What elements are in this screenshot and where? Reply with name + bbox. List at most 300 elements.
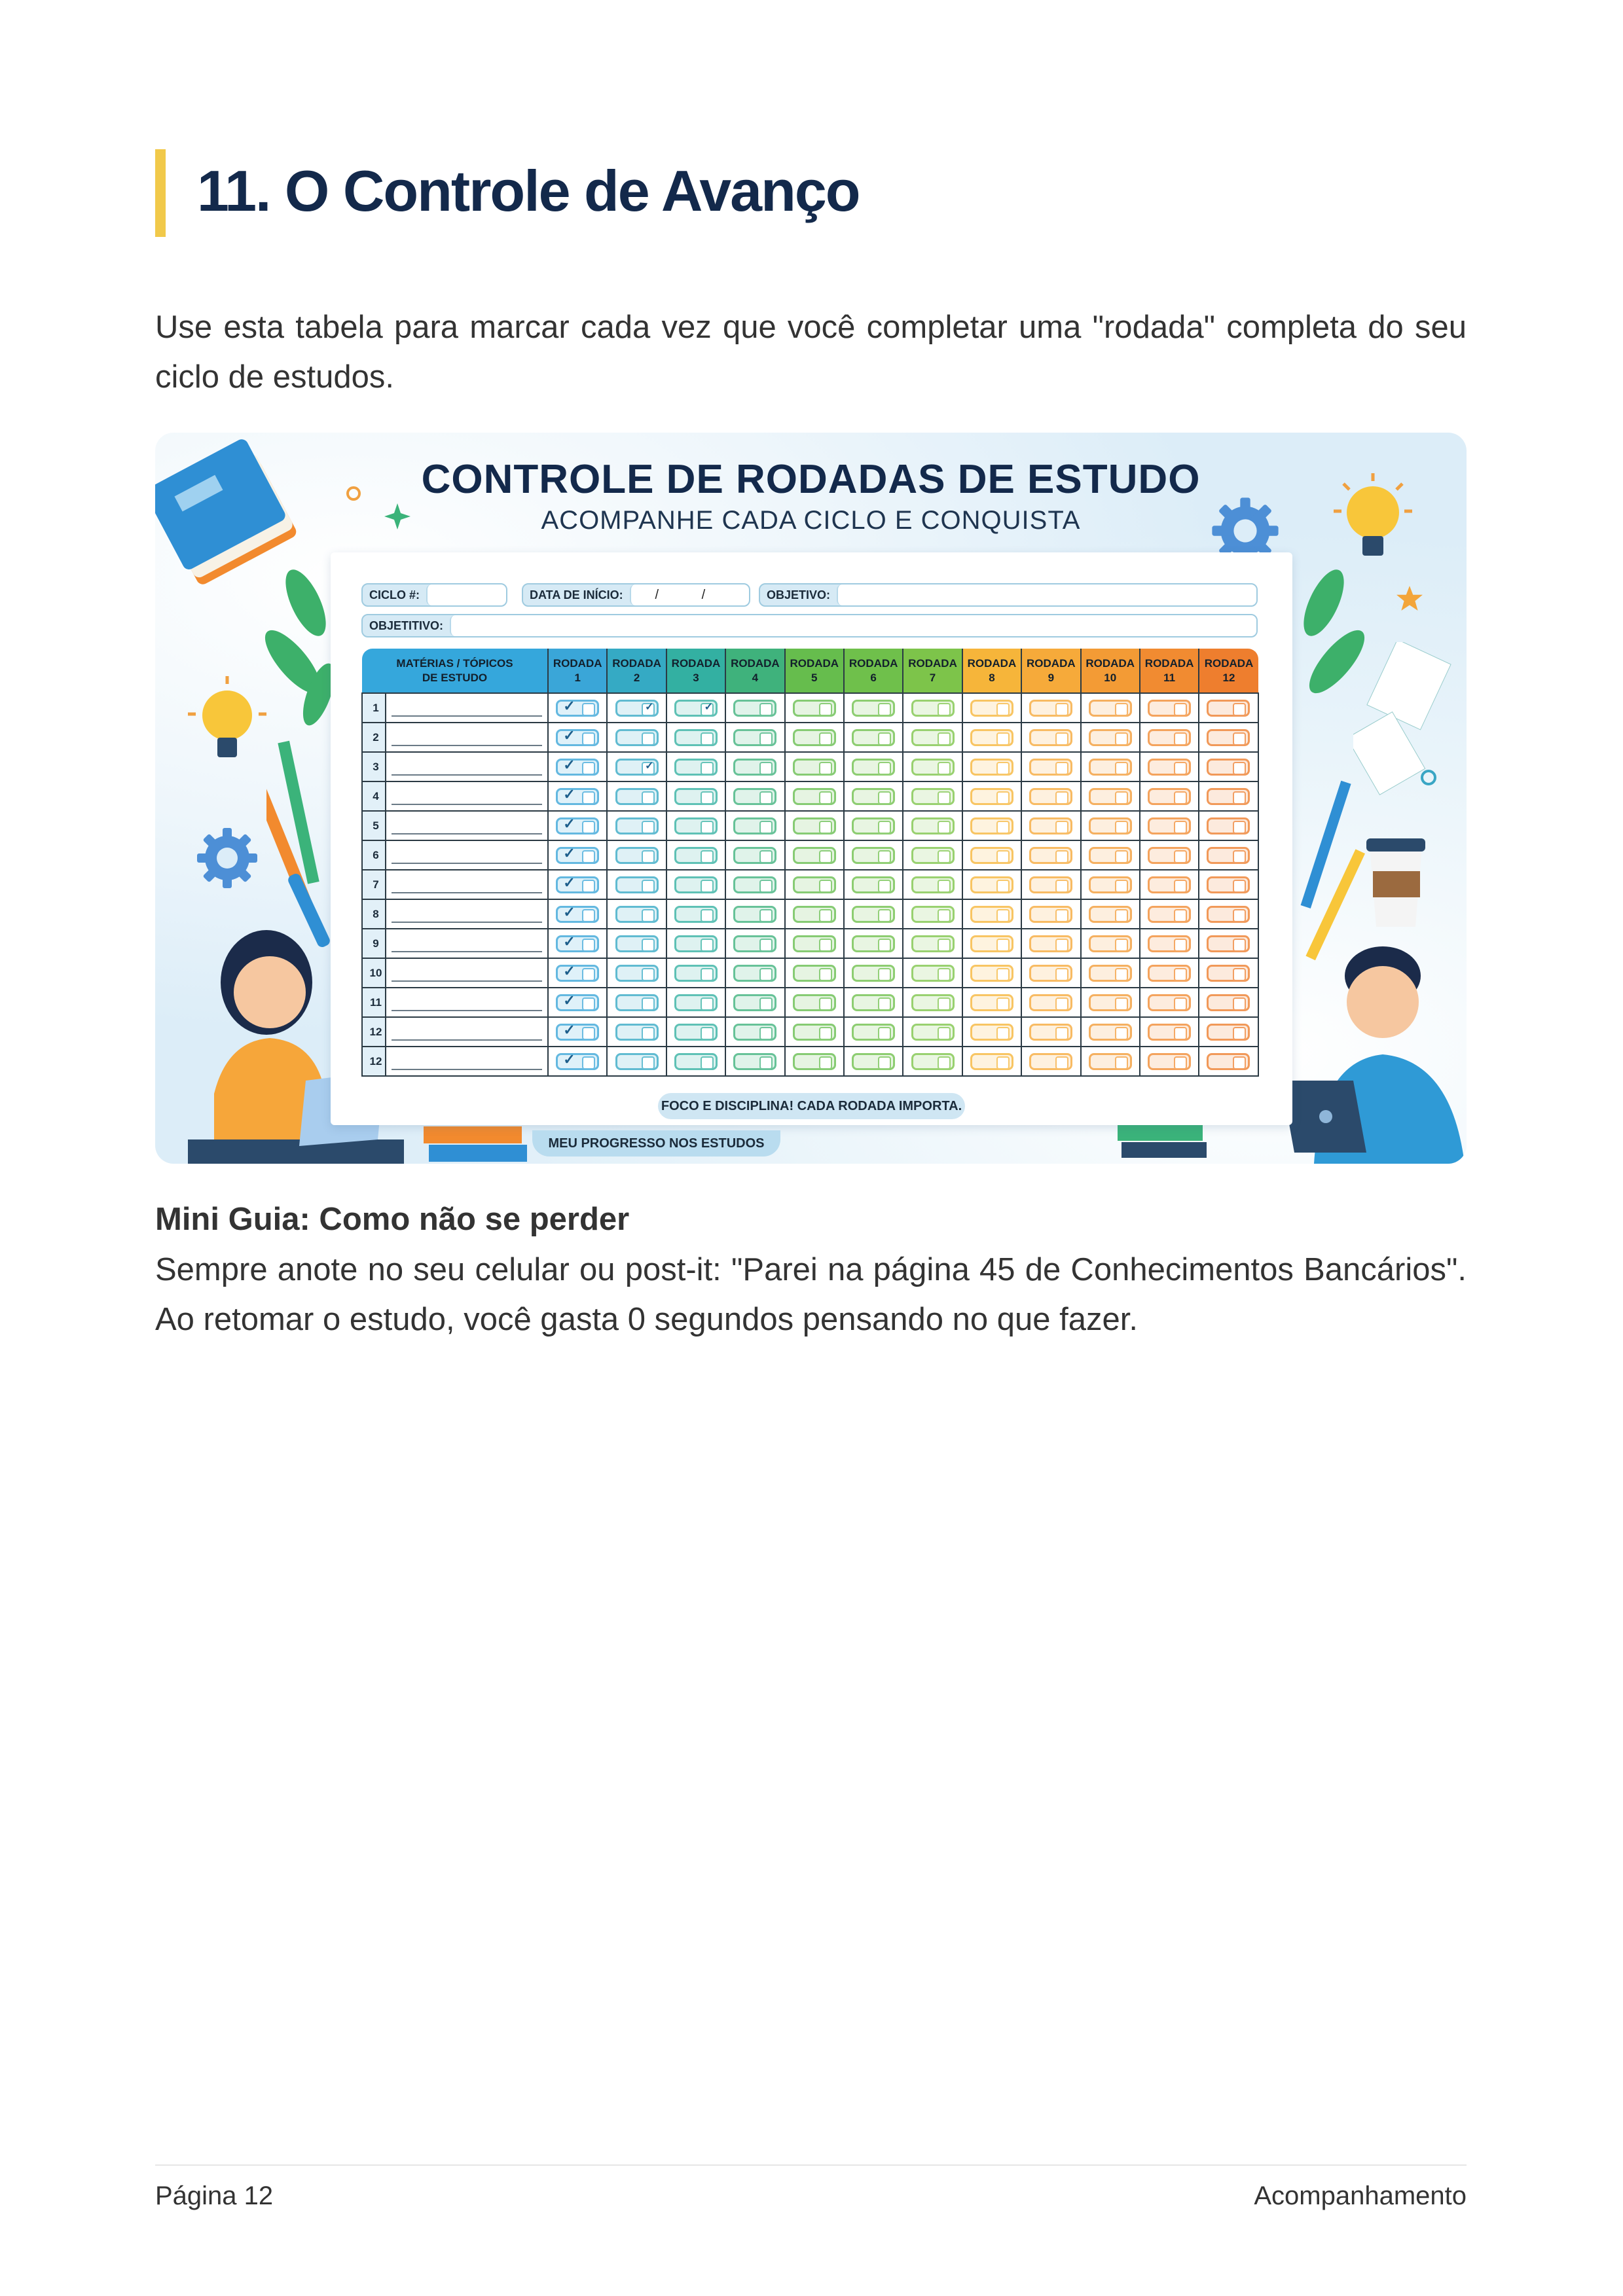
round-checkbox[interactable] <box>852 965 895 982</box>
subject-input[interactable] <box>386 811 548 840</box>
round-checkbox[interactable] <box>615 1053 659 1070</box>
round-cell <box>607 693 666 723</box>
round-cell <box>1199 723 1258 752</box>
round-checkbox[interactable] <box>1148 700 1191 717</box>
subject-input[interactable] <box>386 988 548 1017</box>
round-cell <box>844 899 903 929</box>
round-cell <box>1081 929 1140 958</box>
round-checkbox-checked[interactable] <box>674 700 718 717</box>
round-checkbox-checked[interactable] <box>556 697 599 717</box>
row-number: 12 <box>362 1047 386 1076</box>
subject-input[interactable] <box>386 958 548 988</box>
round-cell <box>1199 840 1258 870</box>
round-checkbox[interactable] <box>911 935 955 952</box>
round-checkbox[interactable] <box>674 759 718 776</box>
checkbox-square-icon <box>759 880 773 893</box>
subject-input[interactable] <box>386 1017 548 1047</box>
round-checkbox[interactable] <box>852 876 895 893</box>
round-cell <box>607 988 666 1017</box>
round-checkbox[interactable] <box>970 700 1013 717</box>
round-checkbox[interactable] <box>970 1024 1013 1041</box>
round-cell <box>1199 1047 1258 1076</box>
round-checkbox[interactable] <box>1207 1024 1250 1041</box>
subject-input[interactable] <box>386 1047 548 1076</box>
round-checkbox[interactable] <box>911 1024 955 1041</box>
rodada-label: RODADA <box>908 656 957 670</box>
round-checkbox[interactable] <box>615 788 659 805</box>
round-cell <box>844 870 903 899</box>
round-checkbox[interactable] <box>793 759 836 776</box>
round-checkbox[interactable] <box>1089 700 1132 717</box>
round-checkbox[interactable] <box>911 729 955 746</box>
round-cell <box>903 899 962 929</box>
round-checkbox[interactable] <box>615 729 659 746</box>
round-checkbox[interactable] <box>674 729 718 746</box>
round-cell <box>1140 723 1199 752</box>
round-checkbox[interactable] <box>733 817 776 834</box>
checkbox-square-icon <box>1055 1027 1068 1040</box>
round-checkbox[interactable] <box>1029 935 1072 952</box>
round-checkbox[interactable] <box>615 817 659 834</box>
round-checkbox[interactable] <box>1029 876 1072 893</box>
round-cell <box>548 988 607 1017</box>
subject-input[interactable] <box>386 899 548 929</box>
checkbox-square-icon <box>701 821 714 834</box>
round-checkbox-checked[interactable] <box>556 962 599 982</box>
subject-input[interactable] <box>386 752 548 781</box>
round-checkbox[interactable] <box>970 994 1013 1011</box>
round-checkbox[interactable] <box>970 935 1013 952</box>
round-checkbox[interactable] <box>674 788 718 805</box>
round-checkbox[interactable] <box>1089 994 1132 1011</box>
round-cell <box>1081 811 1140 840</box>
round-checkbox[interactable] <box>911 759 955 776</box>
round-cell <box>1021 752 1080 781</box>
ciclo-field <box>361 583 507 607</box>
round-cell <box>1199 752 1258 781</box>
round-cell <box>1081 752 1140 781</box>
checkbox-square-icon <box>582 997 595 1011</box>
round-checkbox[interactable] <box>1207 759 1250 776</box>
round-checkbox[interactable] <box>911 700 955 717</box>
checkbox-square-icon <box>1115 762 1128 775</box>
header-rodada-6 <box>844 649 903 693</box>
checkbox-square-icon <box>701 939 714 952</box>
checkbox-square-icon <box>1174 821 1187 834</box>
checkbox-square-icon <box>996 968 1010 981</box>
round-checkbox[interactable] <box>1148 965 1191 982</box>
checkbox-square-icon <box>1233 1056 1246 1069</box>
round-checkbox-checked[interactable] <box>556 785 599 805</box>
subject-input[interactable] <box>386 723 548 752</box>
round-checkbox[interactable] <box>615 847 659 864</box>
round-checkbox[interactable] <box>970 729 1013 746</box>
round-checkbox-checked[interactable] <box>556 935 599 952</box>
check-icon: ✓ <box>563 1050 575 1067</box>
round-cell <box>725 929 784 958</box>
check-icon: ✓ <box>563 1021 575 1038</box>
round-checkbox-checked[interactable] <box>556 756 599 776</box>
round-checkbox[interactable] <box>615 906 659 923</box>
round-checkbox[interactable] <box>1207 788 1250 805</box>
round-checkbox[interactable] <box>911 817 955 834</box>
round-checkbox[interactable] <box>1089 965 1132 982</box>
round-checkbox[interactable] <box>1029 729 1072 746</box>
rodada-number: 2 <box>633 671 640 684</box>
round-checkbox[interactable] <box>1089 906 1132 923</box>
round-checkbox-checked[interactable] <box>556 1050 599 1070</box>
round-checkbox[interactable] <box>970 876 1013 893</box>
checkbox-square-icon <box>701 909 714 922</box>
round-checkbox-checked[interactable] <box>556 817 599 834</box>
round-checkbox[interactable] <box>733 788 776 805</box>
checkbox-square-icon <box>1115 732 1128 745</box>
round-checkbox[interactable] <box>1029 994 1072 1011</box>
checkbox-square-icon <box>878 1027 891 1040</box>
round-checkbox[interactable] <box>911 906 955 923</box>
round-checkbox[interactable] <box>793 817 836 834</box>
subject-input[interactable] <box>386 693 548 723</box>
checkbox-square-icon <box>642 1027 655 1040</box>
table-row <box>362 870 1258 899</box>
round-checkbox[interactable] <box>1148 788 1191 805</box>
round-checkbox[interactable] <box>615 994 659 1011</box>
round-checkbox[interactable] <box>852 817 895 834</box>
round-checkbox[interactable] <box>1089 788 1132 805</box>
header-rodada-10 <box>1081 649 1140 693</box>
round-checkbox[interactable] <box>615 1024 659 1041</box>
round-checkbox[interactable] <box>793 788 836 805</box>
round-checkbox[interactable] <box>970 788 1013 805</box>
round-checkbox[interactable] <box>852 847 895 864</box>
checkbox-square-icon <box>819 997 832 1011</box>
checkbox-square-icon <box>582 703 595 716</box>
round-checkbox[interactable] <box>793 994 836 1011</box>
round-checkbox[interactable] <box>852 759 895 776</box>
round-checkbox[interactable] <box>1148 906 1191 923</box>
round-cell <box>1021 1017 1080 1047</box>
round-checkbox[interactable] <box>733 876 776 893</box>
round-checkbox[interactable] <box>733 906 776 923</box>
round-cell <box>1081 781 1140 811</box>
round-checkbox-checked[interactable] <box>615 759 659 776</box>
round-checkbox-checked[interactable] <box>556 876 599 893</box>
round-checkbox[interactable] <box>1029 1024 1072 1041</box>
checkbox-square-icon <box>642 939 655 952</box>
round-checkbox[interactable] <box>674 876 718 893</box>
checkbox-square-icon <box>938 1027 951 1040</box>
round-checkbox[interactable] <box>793 847 836 864</box>
round-cell <box>903 811 962 840</box>
round-checkbox[interactable] <box>1207 876 1250 893</box>
checkbox-square-icon <box>938 1056 951 1069</box>
table-row <box>362 693 1258 723</box>
round-cell <box>903 1017 962 1047</box>
round-cell <box>666 988 725 1017</box>
checkbox-square-icon <box>701 1056 714 1069</box>
round-checkbox[interactable] <box>733 847 776 864</box>
checkbox-square-icon <box>878 968 891 981</box>
checkbox-square-icon <box>938 703 951 716</box>
round-checkbox-checked[interactable] <box>556 1021 599 1041</box>
checkbox-square-icon <box>1115 968 1128 981</box>
round-cell <box>607 929 666 958</box>
round-cell <box>1081 1017 1140 1047</box>
round-checkbox[interactable] <box>1148 1024 1191 1041</box>
round-checkbox[interactable] <box>674 1053 718 1070</box>
round-checkbox[interactable] <box>911 965 955 982</box>
round-checkbox[interactable] <box>1089 935 1132 952</box>
round-checkbox-checked[interactable] <box>556 726 599 746</box>
checkbox-square-icon <box>701 880 714 893</box>
round-checkbox[interactable] <box>733 1024 776 1041</box>
round-cell <box>1081 899 1140 929</box>
rodada-number: 1 <box>574 671 581 684</box>
round-checkbox-checked[interactable] <box>556 903 599 923</box>
round-checkbox[interactable] <box>674 994 718 1011</box>
round-checkbox[interactable] <box>970 759 1013 776</box>
round-cell <box>725 1017 784 1047</box>
round-checkbox[interactable] <box>1207 1053 1250 1070</box>
round-checkbox[interactable] <box>911 1053 955 1070</box>
checkbox-square-icon <box>996 939 1010 952</box>
row-number: 9 <box>362 929 386 958</box>
round-checkbox[interactable] <box>1089 876 1132 893</box>
round-checkbox[interactable] <box>1089 847 1132 864</box>
round-checkbox[interactable] <box>911 847 955 864</box>
subject-input[interactable] <box>386 840 548 870</box>
round-checkbox[interactable] <box>970 965 1013 982</box>
check-icon: ✓ <box>563 903 575 920</box>
round-checkbox[interactable] <box>1148 729 1191 746</box>
checkbox-square-icon <box>759 909 773 922</box>
round-checkbox[interactable] <box>852 729 895 746</box>
round-checkbox[interactable] <box>1029 788 1072 805</box>
round-checkbox[interactable] <box>733 759 776 776</box>
round-checkbox[interactable] <box>852 994 895 1011</box>
round-checkbox[interactable] <box>1207 935 1250 952</box>
round-checkbox[interactable] <box>1207 906 1250 923</box>
round-checkbox[interactable] <box>1089 1053 1132 1070</box>
checkbox-square-icon <box>878 762 891 775</box>
check-icon: ✓ <box>563 756 575 773</box>
round-checkbox[interactable] <box>852 935 895 952</box>
round-checkbox[interactable] <box>1148 994 1191 1011</box>
round-checkbox[interactable] <box>674 965 718 982</box>
round-checkbox[interactable] <box>615 935 659 952</box>
round-cell <box>903 929 962 958</box>
ciclo-box <box>426 584 506 605</box>
checkbox-square-icon <box>582 762 595 775</box>
round-checkbox[interactable] <box>793 729 836 746</box>
checkbox-square-icon <box>819 880 832 893</box>
round-cell <box>785 899 844 929</box>
round-checkbox[interactable] <box>970 817 1013 834</box>
round-checkbox[interactable] <box>1207 965 1250 982</box>
round-checkbox[interactable] <box>1089 1024 1132 1041</box>
round-cell <box>666 1047 725 1076</box>
round-cell <box>725 811 784 840</box>
round-cell <box>1140 752 1199 781</box>
round-checkbox[interactable] <box>1089 729 1132 746</box>
round-cell <box>1199 870 1258 899</box>
round-checkbox[interactable] <box>1089 759 1132 776</box>
round-checkbox[interactable] <box>1207 817 1250 834</box>
round-cell <box>548 781 607 811</box>
round-checkbox[interactable] <box>733 935 776 952</box>
subject-input[interactable] <box>386 781 548 811</box>
round-checkbox-checked[interactable] <box>556 844 599 864</box>
round-checkbox[interactable] <box>852 906 895 923</box>
round-checkbox[interactable] <box>1207 700 1250 717</box>
write-line <box>392 774 542 776</box>
round-checkbox[interactable] <box>911 994 955 1011</box>
checkbox-square-icon <box>701 762 714 775</box>
round-cell <box>903 1047 962 1076</box>
round-checkbox[interactable] <box>911 876 955 893</box>
round-cell <box>666 929 725 958</box>
round-checkbox[interactable] <box>1029 847 1072 864</box>
round-checkbox[interactable] <box>733 965 776 982</box>
round-cell <box>962 1047 1021 1076</box>
round-checkbox[interactable] <box>793 906 836 923</box>
subject-input[interactable] <box>386 870 548 899</box>
checkbox-square-icon <box>1174 762 1187 775</box>
round-checkbox[interactable] <box>674 817 718 834</box>
row-number: 3 <box>362 752 386 781</box>
round-checkbox[interactable] <box>852 1053 895 1070</box>
round-checkbox[interactable] <box>615 876 659 893</box>
books-stack-icon <box>424 1126 528 1164</box>
round-cell <box>903 752 962 781</box>
round-checkbox[interactable] <box>1148 817 1191 834</box>
round-cell <box>903 958 962 988</box>
table-row <box>362 958 1258 988</box>
round-cell <box>548 752 607 781</box>
rounds-table <box>361 649 1259 1077</box>
round-cell <box>844 811 903 840</box>
check-icon: ✓ <box>563 874 575 891</box>
round-cell <box>666 1017 725 1047</box>
round-cell <box>1140 929 1199 958</box>
round-cell <box>1021 840 1080 870</box>
round-cell <box>666 811 725 840</box>
lightbulb-icon <box>181 675 273 773</box>
round-checkbox[interactable] <box>1148 1053 1191 1070</box>
checkbox-square-icon <box>1115 1056 1128 1069</box>
round-checkbox-checked[interactable] <box>615 700 659 717</box>
round-checkbox[interactable] <box>793 1024 836 1041</box>
checkbox-square-icon <box>938 821 951 834</box>
round-checkbox[interactable] <box>970 847 1013 864</box>
checkbox-square-icon <box>996 821 1010 834</box>
round-checkbox[interactable] <box>793 700 836 717</box>
round-checkbox[interactable] <box>1148 759 1191 776</box>
checkbox-square-icon <box>1115 821 1128 834</box>
round-cell <box>1199 929 1258 958</box>
round-checkbox[interactable] <box>852 700 895 717</box>
round-checkbox[interactable] <box>1029 1053 1072 1070</box>
round-cell <box>548 929 607 958</box>
round-checkbox[interactable] <box>793 876 836 893</box>
rodada-label: RODADA <box>1027 656 1076 670</box>
round-checkbox[interactable] <box>1207 847 1250 864</box>
round-cell <box>1021 988 1080 1017</box>
round-checkbox[interactable] <box>852 1024 895 1041</box>
table-row <box>362 811 1258 840</box>
round-checkbox[interactable] <box>911 788 955 805</box>
round-checkbox[interactable] <box>1029 817 1072 834</box>
checkbox-square-icon <box>1233 821 1246 834</box>
round-checkbox[interactable] <box>793 1053 836 1070</box>
header-rodada-1 <box>548 649 607 693</box>
round-checkbox[interactable] <box>1148 847 1191 864</box>
round-checkbox[interactable] <box>852 788 895 805</box>
footer-section: Acompanhamento <box>1254 2181 1467 2210</box>
round-checkbox[interactable] <box>733 994 776 1011</box>
round-checkbox[interactable] <box>793 965 836 982</box>
round-checkbox[interactable] <box>1089 817 1132 834</box>
round-cell <box>785 752 844 781</box>
checkbox-square-icon <box>1174 909 1187 922</box>
round-checkbox[interactable] <box>793 935 836 952</box>
rodada-number: 6 <box>870 671 877 684</box>
subject-input[interactable] <box>386 929 548 958</box>
checkbox-square-icon <box>819 703 832 716</box>
round-checkbox[interactable] <box>1207 729 1250 746</box>
rodada-label: RODADA <box>1144 656 1194 670</box>
round-cell <box>725 723 784 752</box>
round-checkbox[interactable] <box>1207 994 1250 1011</box>
checkbox-square-icon <box>1174 997 1187 1011</box>
header-rodada-4 <box>725 649 784 693</box>
round-checkbox[interactable] <box>1029 700 1072 717</box>
round-checkbox[interactable] <box>1029 965 1072 982</box>
round-cell <box>785 1047 844 1076</box>
round-checkbox[interactable] <box>674 1024 718 1041</box>
checkbox-square-icon <box>642 909 655 922</box>
round-checkbox-checked[interactable] <box>556 994 599 1011</box>
round-checkbox[interactable] <box>674 906 718 923</box>
round-checkbox[interactable] <box>674 935 718 952</box>
round-cell <box>962 899 1021 929</box>
round-checkbox[interactable] <box>1148 935 1191 952</box>
round-cell <box>1199 958 1258 988</box>
round-cell <box>1021 870 1080 899</box>
checkbox-square-icon <box>1233 909 1246 922</box>
round-cell <box>607 1017 666 1047</box>
round-checkbox[interactable] <box>733 700 776 717</box>
round-checkbox[interactable] <box>1148 876 1191 893</box>
round-checkbox[interactable] <box>733 1053 776 1070</box>
checkbox-square-icon <box>759 821 773 834</box>
round-checkbox[interactable] <box>733 729 776 746</box>
round-checkbox[interactable] <box>615 965 659 982</box>
round-cell <box>903 693 962 723</box>
round-checkbox[interactable] <box>970 1053 1013 1070</box>
round-checkbox[interactable] <box>970 906 1013 923</box>
round-checkbox[interactable] <box>674 847 718 864</box>
round-checkbox[interactable] <box>1029 906 1072 923</box>
table-row <box>362 723 1258 752</box>
round-cell <box>607 899 666 929</box>
checkbox-square-icon <box>878 997 891 1011</box>
star-icon <box>1396 584 1423 612</box>
round-checkbox[interactable] <box>1029 759 1072 776</box>
table-row <box>362 1017 1258 1047</box>
checkbox-square-icon <box>938 997 951 1011</box>
checkbox-square-icon <box>996 703 1010 716</box>
